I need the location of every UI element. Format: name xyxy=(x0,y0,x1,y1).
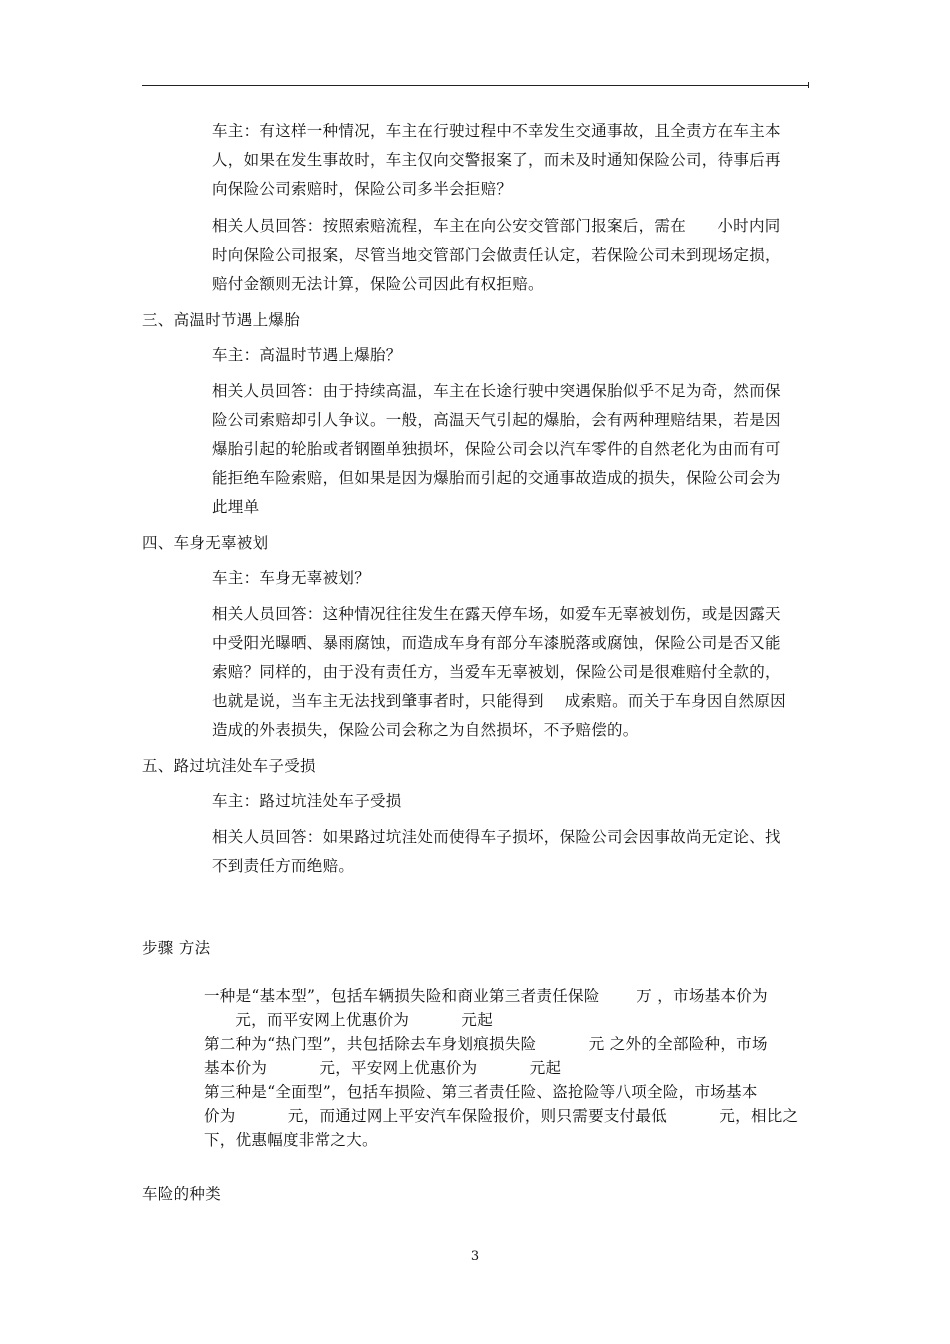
text-line: 第二种为“热门型”，共包括除去车身划痕损失险 元 之外的全部险种，市场 xyxy=(204,1035,768,1053)
text-line: 造成的外表损失，保险公司会称之为自然损坏，不予赔偿的。 xyxy=(212,721,639,739)
text-line: 下，优惠幅度非常之大。 xyxy=(204,1131,378,1149)
text-line: 车主：有这样一种情况，车主在行驶过程中不幸发生交通事故，且全责方在车主本 xyxy=(212,122,781,140)
paragraph-question-3: 车主：高温时节遇上爆胎？ xyxy=(212,346,402,364)
section-heading-5: 五、路过坑洼处车子受损 xyxy=(142,757,316,775)
text-line: 价为 元，而通过网上平安汽车保险报价，则只需要支付最低 元，相比之 xyxy=(204,1107,799,1125)
paragraph-answer-report xyxy=(212,212,808,299)
text-line: 能拒绝车险索赔，但如果是因为爆胎而引起的交通事故造成的损失，保险公司会为 xyxy=(212,469,781,487)
paragraph-question-report xyxy=(212,117,808,204)
text-line: 基本价为 元，平安网上优惠价为 元起 xyxy=(204,1059,562,1077)
section-heading-4: 四、车身无辜被划 xyxy=(142,534,269,552)
text-line: 相关人员回答：按照索赔流程，车主在向公安交管部门报案后，需在 小时内同 xyxy=(212,217,781,235)
header-rule xyxy=(142,85,809,86)
text-line: 爆胎引起的轮胎或者钢圈单独损坏，保险公司会以汽车零件的自然老化为由而有可 xyxy=(212,440,781,458)
text-line: 元，而平安网上优惠价为 元起 xyxy=(204,1011,494,1029)
steps-paragraph xyxy=(204,984,808,1152)
text-line: 中受阳光曝晒、暴雨腐蚀，而造成车身有部分车漆脱落或腐蚀，保险公司是否又能 xyxy=(212,634,781,652)
text-line: 相关人员回答：这种情况往往发生在露天停车场，如爱车无辜被划伤，或是因露天 xyxy=(212,605,781,623)
text-line: 赔付金额则无法计算，保险公司因此有权拒赔。 xyxy=(212,275,544,293)
text-line: 相关人员回答：如果路过坑洼处而使得车子损坏，保险公司会因事故尚无定论、找 xyxy=(212,828,781,846)
text-line: 险公司索赔却引人争议。一般，高温天气引起的爆胎，会有两种理赔结果，若是因 xyxy=(212,411,781,429)
text-line: 相关人员回答：由于持续高温，车主在长途行驶中突遇保胎似乎不足为奇，然而保 xyxy=(212,382,781,400)
paragraph-question-4: 车主：车身无辜被划？ xyxy=(212,569,371,587)
paragraph-answer-3 xyxy=(212,377,808,522)
text-line: 人，如果在发生事故时，车主仅向交警报案了，而未及时通知保险公司，待事后再 xyxy=(212,151,781,169)
paragraph-answer-5 xyxy=(212,823,808,881)
text-line: 也就是说，当车主无法找到肇事者时，只能得到 成索赔。而关于车身因自然原因 xyxy=(212,692,786,710)
header-rule-tick xyxy=(808,82,809,88)
paragraph-answer-4 xyxy=(212,600,808,745)
text-line: 一种是“基本型”，包括车辆损失险和商业第三者责任保险 万 ，市场基本价为 xyxy=(204,987,768,1005)
section-heading-3: 三、高温时节遇上爆胎 xyxy=(142,311,301,329)
car-insurance-types-heading: 车险的种类 xyxy=(142,1185,222,1203)
text-line: 索赔？同样的，由于没有责任方，当爱车无辜被划，保险公司是很难赔付全款的， xyxy=(212,663,781,681)
text-line: 时向保险公司报案，尽管当地交管部门会做责任认定，若保险公司未到现场定损， xyxy=(212,246,781,264)
paragraph-question-5: 车主：路过坑洼处车子受损 xyxy=(212,792,402,810)
text-line: 向保险公司索赔时，保险公司多半会拒赔？ xyxy=(212,180,513,198)
text-line: 此埋单 xyxy=(212,498,260,516)
steps-heading: 步骤 方法 xyxy=(142,939,211,957)
text-line: 不到责任方而绝赔。 xyxy=(212,857,355,875)
text-line: 第三种是“全面型”，包括车损险、第三者责任险、盗抢险等八项全险，市场基本 xyxy=(204,1083,758,1101)
page-number: 3 xyxy=(470,1249,480,1264)
